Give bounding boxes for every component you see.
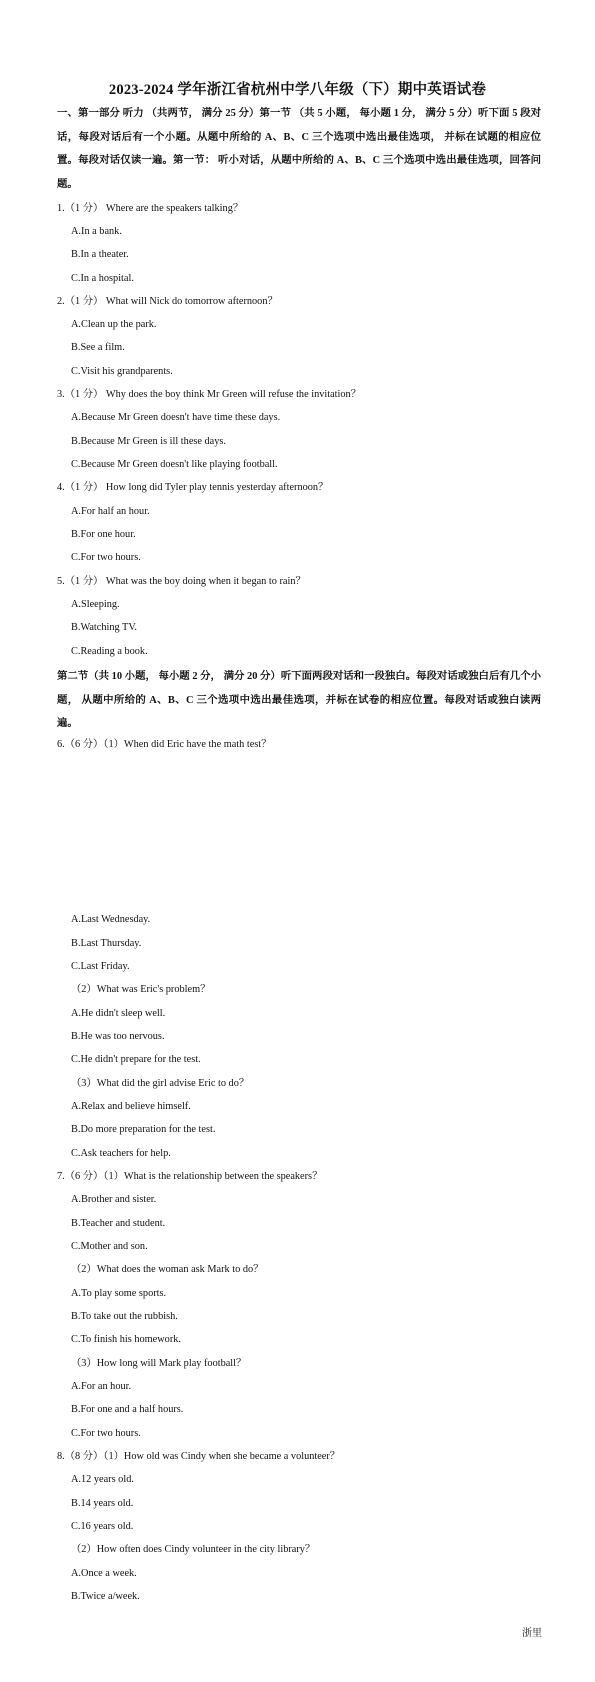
question-8-2-option-b: B.Twice a/week. [71, 1591, 140, 1602]
question-6-3-option-c: C.Ask teachers for help. [71, 1148, 171, 1159]
question-5-stem: 5.（1 分） What was the boy doing when it began to rain？ [57, 576, 306, 587]
question-4-option-c: C.For two hours. [71, 552, 141, 563]
question-6-2-option-c: C.He didn't prepare for the test. [71, 1054, 201, 1065]
question-6-1-option-b: B.Last Thursday. [71, 938, 142, 949]
question-7-1-option-b: B.Teacher and student. [71, 1218, 166, 1229]
page-title: 2023-2024 学年浙江省杭州中学八年级（下）期中英语试卷 [108, 82, 487, 98]
question-7-2-option-c: C.To finish his homework. [71, 1334, 181, 1345]
question-6-1-option-c: C.Last Friday. [71, 961, 130, 972]
section2-instructions: 第二节（共 10 小题， 每小题 2 分， 满分 20 分）听下面两段对话和一段独白。每段对话或独白后有几个小题， 从题中所给的 A、B、C 三个选项中选出最佳选项，并标在试卷的相应位置。每段对话或独白读两遍。 [57, 671, 541, 729]
question-3-option-b: B.Because Mr Green is ill these days. [71, 436, 226, 447]
question-7-1-option-c: C.Mother and son. [71, 1241, 148, 1252]
question-2-option-b: B.See a film. [71, 342, 125, 353]
question-8-1-option-b: B.14 years old. [71, 1498, 134, 1509]
question-3-option-a: A.Because Mr Green doesn't have time these days. [71, 412, 281, 423]
footer-watermark: 浙里 [522, 1628, 542, 1639]
question-2-option-a: A.Clean up the park. [71, 319, 157, 330]
question-1-option-a: A.In a bank. [71, 226, 122, 237]
question-6-3-option-b: B.Do more preparation for the test. [71, 1124, 216, 1135]
question-6-stem: 6.（6 分）（1）When did Eric have the math test？ [57, 739, 272, 750]
question-1-option-c: C.In a hospital. [71, 273, 134, 284]
question-1-option-b: B.In a theater. [71, 249, 129, 260]
question-4-stem: 4.（1 分） How long did Tyler play tennis yesterday afternoon？ [57, 482, 329, 493]
question-8-1-option-c: C.16 years old. [71, 1521, 134, 1532]
question-8-1-option-a: A.12 years old. [71, 1474, 134, 1485]
question-8-stem: 8.（8 分）（1）How old was Cindy when she became a volunteer？ [57, 1451, 341, 1462]
question-2-option-c: C.Visit his grandparents. [71, 366, 173, 377]
question-6-1-option-a: A.Last Wednesday. [71, 914, 151, 925]
question-6-2-option-a: A.He didn't sleep well. [71, 1008, 166, 1019]
question-1-stem: 1.（1 分） Where are the speakers talking？ [57, 203, 244, 214]
question-8-2-option-a: A.Once a week. [71, 1568, 137, 1579]
question-8-2-stem: （2）How often does Cindy volunteer in the city library？ [71, 1544, 316, 1555]
question-2-stem: 2.（1 分） What will Nick do tomorrow afternoon？ [57, 296, 278, 307]
question-7-3-option-b: B.For one and a half hours. [71, 1404, 184, 1415]
question-7-2-stem: （2）What does the woman ask Mark to do？ [71, 1264, 264, 1275]
question-3-option-c: C.Because Mr Green doesn't like playing football. [71, 459, 278, 470]
question-7-stem: 7.（6 分）（1）What is the relationship between the speakers？ [57, 1171, 323, 1182]
question-3-stem: 3.（1 分） Why does the boy think Mr Green will refuse the invitation？ [57, 389, 361, 400]
question-4-option-b: B.For one hour. [71, 529, 136, 540]
question-5-option-a: A.Sleeping. [71, 599, 120, 610]
question-6-2-stem: （2）What was Eric's problem？ [71, 984, 211, 995]
question-5-option-c: C.Reading a book. [71, 646, 148, 657]
question-7-2-option-a: A.To play some sports. [71, 1288, 167, 1299]
question-7-1-option-a: A.Brother and sister. [71, 1194, 157, 1205]
question-7-3-option-c: C.For two hours. [71, 1428, 141, 1439]
question-6-3-stem: （3）What did the girl advise Eric to do？ [71, 1078, 250, 1089]
question-7-3-option-a: A.For an hour. [71, 1381, 132, 1392]
question-5-option-b: B.Watching TV. [71, 622, 138, 633]
question-6-3-option-a: A.Relax and believe himself. [71, 1101, 191, 1112]
question-7-2-option-b: B.To take out the rubbish. [71, 1311, 178, 1322]
section1-instructions: 一、第一部分 听力 （共两节， 满分 25 分）第一节 （共 5 小题， 每小题 1 分， 满分 5 分）听下面 5 段对话，每段对话后有一个小题。从题中所给的 A、B、C 三个选项中选出最佳选项， 并标在试题的相应位置。每段对话仅读一遍。第一节： 听小对话，从题中所给的 A、B、C 三个选项中选出最佳选项，回答问题。 [57, 108, 541, 190]
question-7-3-stem: （3）How long will Mark play football？ [71, 1358, 247, 1369]
question-4-option-a: A.For half an hour. [71, 506, 150, 517]
question-6-2-option-b: B.He was too nervous. [71, 1031, 165, 1042]
